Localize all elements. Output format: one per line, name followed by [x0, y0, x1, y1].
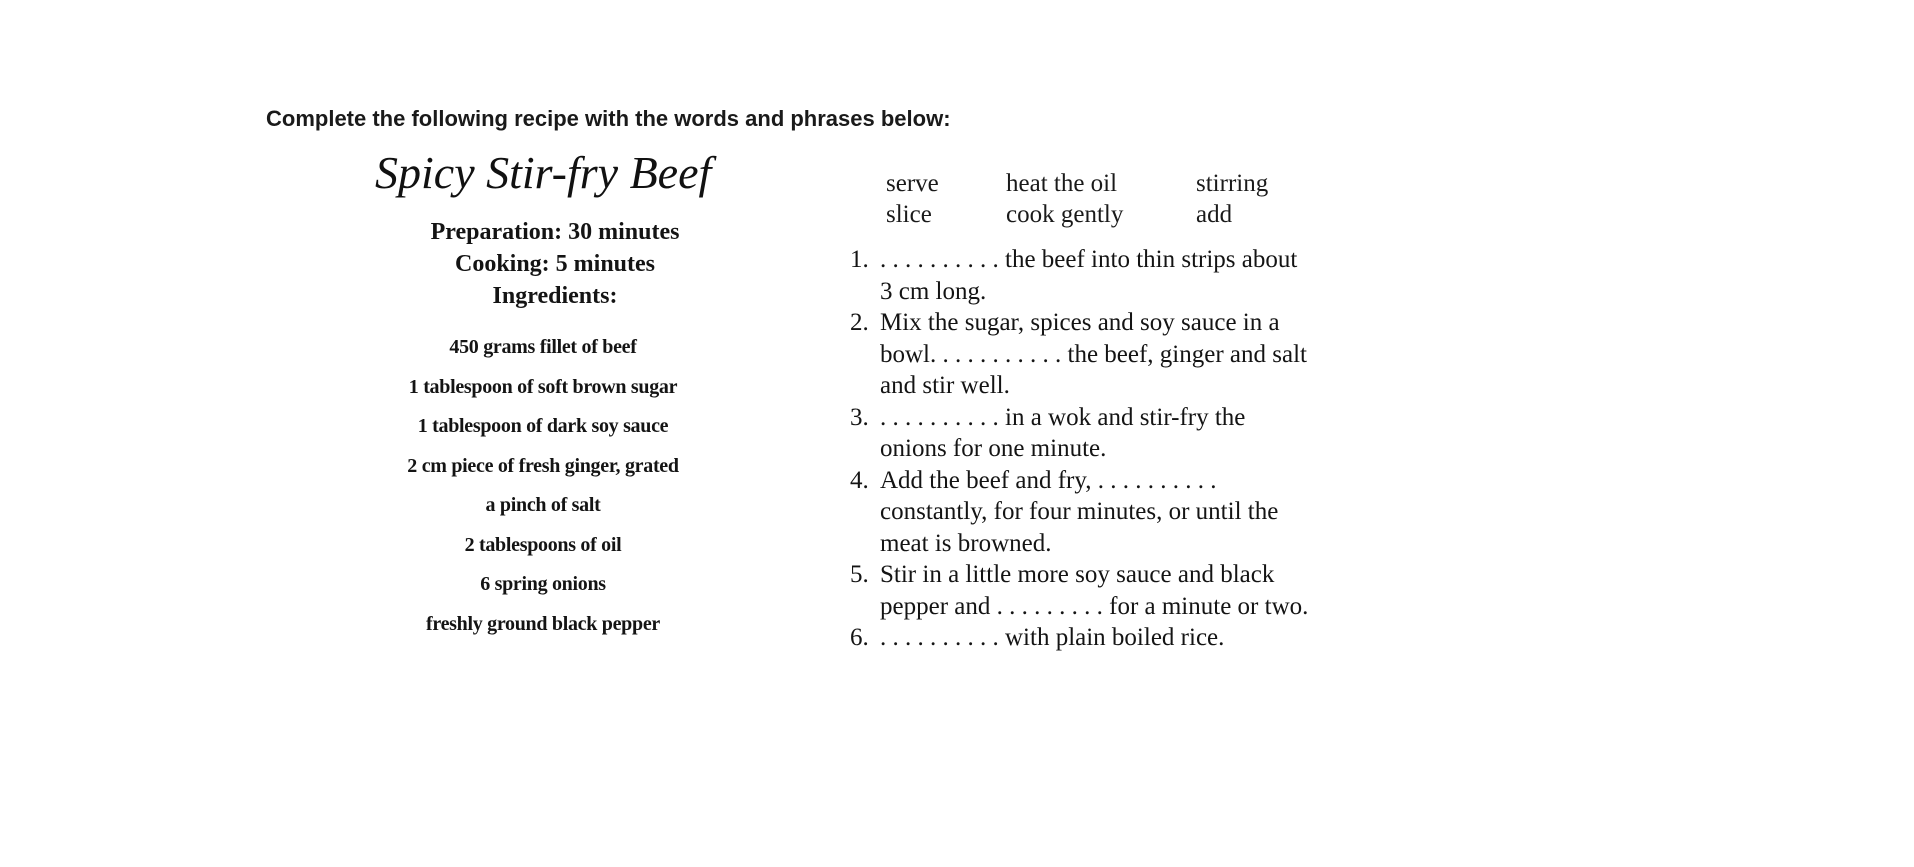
- ingredient-item: 1 tablespoon of soft brown sugar: [408, 375, 678, 398]
- word-bank-row: [886, 168, 1268, 199]
- ingredient-item: a pinch of salt: [485, 494, 601, 516]
- ingredient-item: freshly ground black pepper: [426, 612, 660, 635]
- cooking-time: Cooking: 5 minutes: [454, 251, 656, 277]
- word-option: heat the oil: [1006, 170, 1118, 197]
- ingredient-item: 6 spring onions: [480, 573, 606, 595]
- preparation-time: Preparation: 30 minutes: [430, 219, 680, 245]
- ingredient-item: 2 cm piece of fresh ginger, grated: [407, 454, 679, 477]
- step-text-line: 3 cm long.: [880, 277, 987, 305]
- recipe-title: Spicy Stir-fry Beef: [375, 147, 712, 198]
- step-number: 5.: [850, 561, 869, 588]
- exercise-instruction: Complete the following recipe with the words and phrases below:: [266, 106, 951, 131]
- word-option: serve: [886, 170, 939, 197]
- method-step: [850, 622, 1410, 654]
- ingredient-item: 2 tablespoons of oil: [464, 533, 622, 556]
- step-text-line: Mix the sugar, spices and soy sauce in a: [880, 309, 1280, 336]
- method-step: [850, 465, 1410, 560]
- ingredients-list: [360, 328, 726, 644]
- ingredient-item: 1 tablespoon of dark soy sauce: [417, 415, 669, 437]
- step-text-line: and stir well.: [880, 372, 1010, 399]
- ingredients-heading: Ingredients:: [492, 283, 618, 309]
- step-text-line: onions for one minute.: [880, 435, 1107, 462]
- word-bank-row: [886, 199, 1268, 230]
- word-bank: [886, 168, 1268, 230]
- step-text-line: meat is browned.: [880, 529, 1052, 557]
- step-text-line: pepper and . . . . . . . . . for a minute or two.: [880, 592, 1309, 620]
- step-text-line: Stir in a little more soy sauce and black: [880, 561, 1275, 588]
- step-number: 2.: [850, 309, 869, 336]
- step-number: 4.: [850, 466, 869, 494]
- word-option: cook gently: [1006, 201, 1124, 228]
- method-step: [850, 244, 1410, 307]
- step-number: 1.: [850, 246, 869, 273]
- step-number: 6.: [850, 624, 869, 651]
- ingredient-item: 450 grams fillet of beef: [449, 336, 637, 358]
- method-steps: [850, 244, 1410, 654]
- step-number: 3.: [850, 403, 869, 431]
- word-option: slice: [886, 201, 932, 228]
- step-text-line: . . . . . . . . . . the beef into thin strips about: [880, 246, 1298, 273]
- word-option: stirring: [1196, 170, 1269, 197]
- step-text-line: . . . . . . . . . . with plain boiled rice.: [880, 624, 1225, 651]
- method-step: [850, 402, 1410, 465]
- step-text-line: Add the beef and fry, . . . . . . . . . .: [880, 466, 1217, 494]
- step-text-line: constantly, for four minutes, or until the: [880, 498, 1279, 525]
- step-text-line: . . . . . . . . . . in a wok and stir-fry the: [880, 403, 1246, 431]
- word-option: add: [1196, 201, 1233, 228]
- method-step: [850, 307, 1410, 402]
- step-text-line: bowl. . . . . . . . . . . the beef, ginger and salt: [880, 340, 1307, 368]
- method-step: [850, 559, 1410, 622]
